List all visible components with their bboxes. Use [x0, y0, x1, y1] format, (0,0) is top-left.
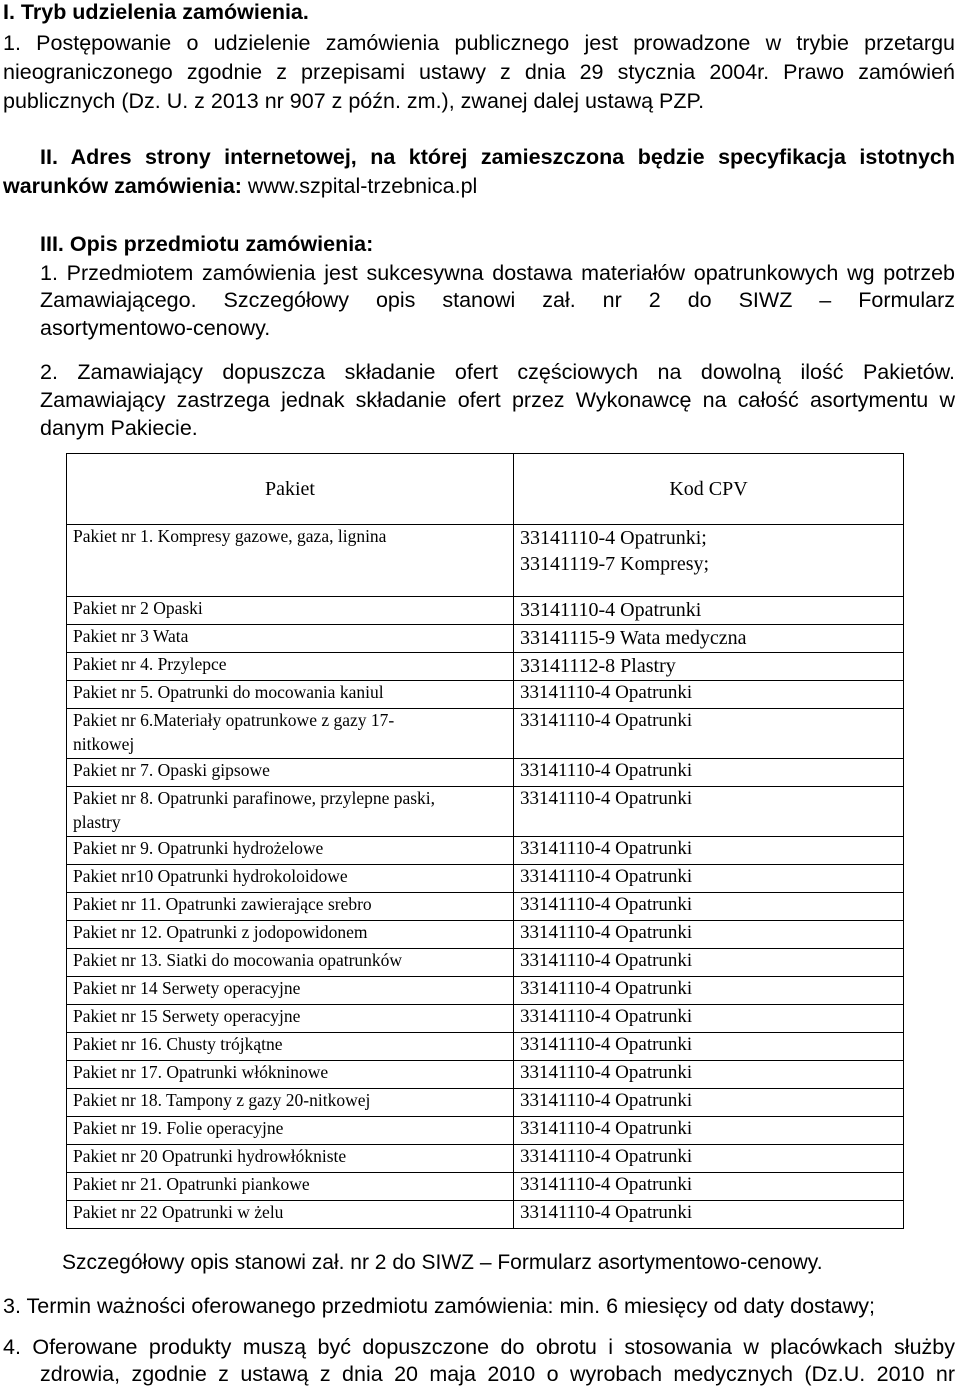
section-3-p1-line-2: Zamawiającego. Szczegółowy opis stanowi zał. nr 2 do SIWZ – Formularz [40, 288, 955, 312]
table-row [67, 1089, 904, 1117]
cpv-code: 33141110-4 Opatrunki [514, 837, 904, 865]
table-row [67, 1173, 904, 1201]
package-name: Pakiet nr 12. Opatrunki z jodopowidonem [67, 921, 514, 949]
table-row [67, 837, 904, 865]
table-header-row [67, 454, 904, 525]
cpv-code: 33141110-4 Opatrunki [514, 1061, 904, 1089]
section-3-p2-line-2: Zamawiający zastrzega jednak składanie ofert przez Wykonawcę na całość asortymentu w [40, 388, 955, 412]
table-row [67, 653, 904, 681]
cpv-code: 33141110-4 Opatrunki [514, 977, 904, 1005]
cpv-code: 33141110-4 Opatrunki [514, 759, 904, 787]
table-row [67, 1145, 904, 1173]
package-name: Pakiet nr 5. Opatrunki do mocowania kaniul [67, 681, 514, 709]
table-row [67, 1117, 904, 1145]
table-row [67, 1033, 904, 1061]
cpv-code: 33141110-4 Opatrunki [514, 1145, 904, 1173]
item-4-line-2: zdrowia, zgodnie z ustawą z dnia 20 maja 2010 o wyrobach medycznych (Dz.U. 2010 nr [40, 1362, 955, 1386]
package-name: Pakiet nr 2 Opaski [67, 597, 514, 625]
package-name: Pakiet nr 3 Wata [67, 625, 514, 653]
cpv-code: 33141110-4 Opatrunki [514, 893, 904, 921]
cpv-code: 33141110-4 Opatrunki; 33141119-7 Kompresy; [514, 525, 904, 597]
package-name: Pakiet nr 1. Kompresy gazowe, gaza, lignina [67, 525, 514, 597]
table-row [67, 921, 904, 949]
table-row [67, 759, 904, 787]
cpv-code: 33141110-4 Opatrunki [514, 1005, 904, 1033]
table-row [67, 625, 904, 653]
section-1-line-2: nieograniczonego zgodnie z przepisami ustawy z dnia 29 stycznia 2004r. Prawo zamówień [3, 60, 955, 84]
table-row [67, 681, 904, 709]
cpv-code: 33141110-4 Opatrunki [514, 1173, 904, 1201]
section-3-heading: III. Opis przedmiotu zamówienia: [40, 232, 374, 256]
section-2-heading: II. Adres strony internetowej, na której zamieszczona będzie specyfikacja istotnych [40, 145, 955, 169]
package-name: Pakiet nr 15 Serwety operacyjne [67, 1005, 514, 1033]
section-3-p2-line-3: danym Pakiecie. [40, 416, 198, 440]
section-2-label: warunków zamówienia: [3, 174, 248, 198]
table-row [67, 1201, 904, 1229]
after-table-note: Szczegółowy opis stanowi zał. nr 2 do SIWZ – Formularz asortymentowo-cenowy. [62, 1251, 823, 1274]
table-row [67, 1005, 904, 1033]
package-name: Pakiet nr 8. Opatrunki parafinowe, przylepne paski, plastry [67, 787, 514, 837]
package-name: Pakiet nr 22 Opatrunki w żelu [67, 1201, 514, 1229]
table-body [67, 525, 904, 1229]
section-3-p1-line-1: 1. Przedmiotem zamówienia jest sukcesywna dostawa materiałów opatrunkowych wg potrzeb [40, 261, 955, 285]
cpv-code: 33141110-4 Opatrunki [514, 1117, 904, 1145]
column-header-pakiet: Pakiet [67, 454, 514, 525]
cpv-code: 33141110-4 Opatrunki [514, 681, 904, 709]
table-row [67, 977, 904, 1005]
cpv-code: 33141115-9 Wata medyczna [514, 625, 904, 653]
table-row [67, 893, 904, 921]
section-2-line-2 [3, 176, 477, 198]
item-3: 3. Termin ważności oferowanego przedmiotu zamówienia: min. 6 miesięcy od daty dostawy; [3, 1294, 875, 1318]
cpv-code: 33141110-4 Opatrunki [514, 921, 904, 949]
package-name: Pakiet nr 19. Folie operacyjne [67, 1117, 514, 1145]
cpv-code: 33141110-4 Opatrunki [514, 1201, 904, 1229]
section-3-p1-line-3: asortymentowo-cenowy. [40, 316, 271, 340]
cpv-code: 33141110-4 Opatrunki [514, 787, 904, 837]
package-name: Pakiet nr 7. Opaski gipsowe [67, 759, 514, 787]
website-link[interactable]: www.szpital-trzebnica.pl [247, 174, 478, 198]
package-name: Pakiet nr 16. Chusty trójkątne [67, 1033, 514, 1061]
table-row [67, 709, 904, 759]
section-1-line-1: 1. Postępowanie o udzielenie zamówienia publicznego jest prowadzone w trybie przetargu [3, 31, 955, 55]
table-row [67, 787, 904, 837]
package-name: Pakiet nr 14 Serwety operacyjne [67, 977, 514, 1005]
column-header-kod-cpv: Kod CPV [514, 454, 904, 525]
package-name: Pakiet nr 11. Opatrunki zawierające srebro [67, 893, 514, 921]
section-3-p2-line-1: 2. Zamawiający dopuszcza składanie ofert częściowych na dowolną ilość Pakietów. [40, 360, 955, 384]
cpv-code: 33141110-4 Opatrunki [514, 597, 904, 625]
section-1-line-3: publicznych (Dz. U. z 2013 nr 907 z późn. zm.), zwanej dalej ustawą PZP. [3, 89, 705, 113]
package-name: Pakiet nr 21. Opatrunki piankowe [67, 1173, 514, 1201]
cpv-code: 33141110-4 Opatrunki [514, 949, 904, 977]
item-4-line-1: 4. Oferowane produkty muszą być dopuszczone do obrotu i stosowania w placówkach służby [3, 1335, 955, 1359]
package-name: Pakiet nr 13. Siatki do mocowania opatrunków [67, 949, 514, 977]
package-name: Pakiet nr 4. Przylepce [67, 653, 514, 681]
cpv-code: 33141110-4 Opatrunki [514, 865, 904, 893]
table-row [67, 949, 904, 977]
cpv-code: 33141110-4 Opatrunki [514, 1089, 904, 1117]
table-row [67, 865, 904, 893]
section-1-heading: I. Tryb udzielenia zamówienia. [3, 0, 309, 24]
table-row [67, 1061, 904, 1089]
table-row [67, 597, 904, 625]
package-name: Pakiet nr 20 Opatrunki hydrowłókniste [67, 1145, 514, 1173]
package-name: Pakiet nr 17. Opatrunki włókninowe [67, 1061, 514, 1089]
table-row [67, 525, 904, 597]
package-table [66, 453, 904, 1229]
package-name: Pakiet nr 18. Tampony z gazy 20-nitkowej [67, 1089, 514, 1117]
cpv-code: 33141110-4 Opatrunki [514, 1033, 904, 1061]
package-name: Pakiet nr 9. Opatrunki hydrożelowe [67, 837, 514, 865]
package-name: Pakiet nr10 Opatrunki hydrokoloidowe [67, 865, 514, 893]
cpv-code: 33141112-8 Plastry [514, 653, 904, 681]
cpv-code: 33141110-4 Opatrunki [514, 709, 904, 759]
package-name: Pakiet nr 6.Materiały opatrunkowe z gazy 17- nitkowej [67, 709, 514, 759]
